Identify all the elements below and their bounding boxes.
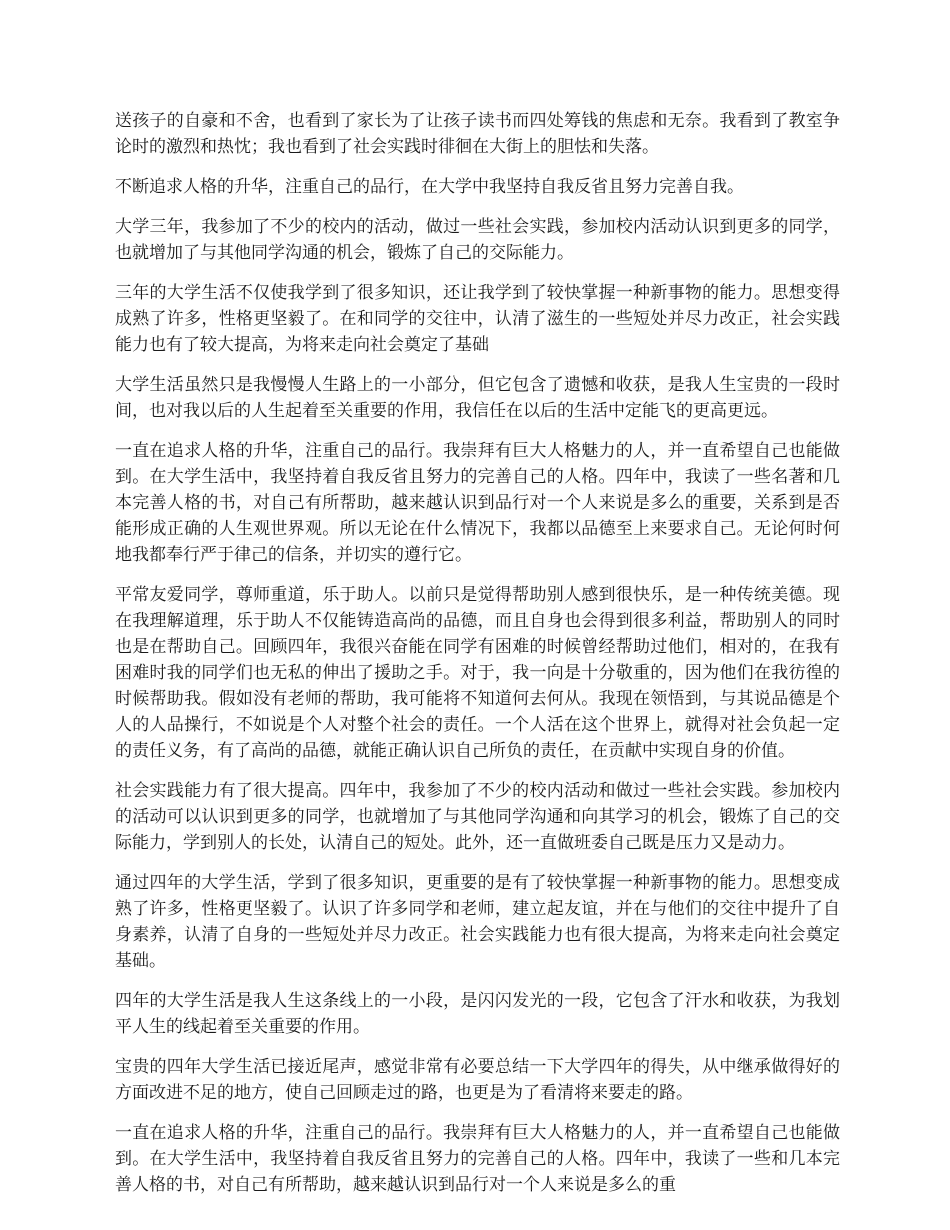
paragraph: 三年的大学生活不仅使我学到了很多知识，还让我学到了较快掌握一种新事物的能力。思想变得成熟了许多，性格更坚毅了。在和同学的交往中，认清了滋生的一些短处并尽力改正，社会实践能力也有了较大提高，为将来走向社会奠定了基础 xyxy=(115,283,840,355)
paragraph: 一直在追求人格的升华，注重自己的品行。我崇拜有巨大人格魅力的人，并一直希望自己也能做到。在大学生活中，我坚持着自我反省且努力的完善自己的人格。四年中，我读了一些和几本完善人格的书，对自己有所帮助，越来越认识到品行对一个人来说是多么的重 xyxy=(115,1123,840,1195)
paragraph: 一直在追求人格的升华，注重自己的品行。我崇拜有巨大人格魅力的人，并一直希望自己也能做到。在大学生活中，我坚持着自我反省且努力的完善自己的人格。四年中，我读了一些名著和几本完善人格的书，对自己有所帮助，越来越认识到品行对一个人来说是多么的重要，关系到是否能形成正确的人生观世界观。所以无论在什么情况下，我都以品德至上来要求自己。无论何时何地我都奉行严于律己的信条，并切实的遵行它。 xyxy=(115,441,840,565)
paragraph: 不断追求人格的升华，注重自己的品行，在大学中我坚持自我反省且努力完善自我。 xyxy=(115,177,744,197)
document-body xyxy=(115,108,840,1212)
paragraph: 大学生活虽然只是我慢慢人生路上的一小部分，但它包含了遗憾和收获，是我人生宝贵的一段时间，也对我以后的人生起着至关重要的作用，我信任在以后的生活中定能飞的更高更远。 xyxy=(115,375,840,421)
paragraph: 四年的大学生活是我人生这条线上的一小段，是闪闪发光的一段，它包含了汗水和收获，为我划平人生的线起着至关重要的作用。 xyxy=(115,991,840,1037)
paragraph: 社会实践能力有了很大提高。四年中，我参加了不少的校内活动和做过一些社会实践。参加校内的活动可以认识到更多的同学，也就增加了与其他同学沟通和向其学习的机会，锻炼了自己的交际能力，学到别人的长处，认清自己的短处。此外，还一直做班委自己既是压力又是动力。 xyxy=(115,781,840,853)
paragraph: 平常友爱同学，尊师重道，乐于助人。以前只是觉得帮助别人感到很快乐，是一种传统美德。现在我理解道理，乐于助人不仅能铸造高尚的品德，而且自身也会得到很多利益，帮助别人的同时也是在帮助自己。回顾四年，我很兴奋能在同学有困难的时候曾经帮助过他们，相对的，在我有困难时我的同学们也无私的伸出了援助之手。对于，我一向是十分敬重的，因为他们在我彷徨的时候帮助我。假如没有老师的帮助，我可能将不知道何去何从。我现在领悟到，与其说品德是个人的人品操行，不如说是个人对整个社会的责任。一个人活在这个世界上，就得对社会负起一定的责任义务，有了高尚的品德，就能正确认识自己所负的责任，在贡献中实现自身的价值。 xyxy=(115,585,840,761)
paragraph: 大学三年，我参加了不少的校内的活动，做过一些社会实践，参加校内活动认识到更多的同学，也就增加了与其他同学沟通的机会，锻炼了自己的交际能力。 xyxy=(115,217,840,263)
paragraph: 通过四年的大学生活，学到了很多知识，更重要的是有了较快掌握一种新事物的能力。思想变成熟了许多，性格更坚毅了。认识了许多同学和老师，建立起友谊，并在与他们的交往中提升了自身素养，认清了自身的一些短处并尽力改正。社会实践能力也有很大提高，为将来走向社会奠定基础。 xyxy=(115,873,840,971)
paragraph: 宝贵的四年大学生活已接近尾声，感觉非常有必要总结一下大学四年的得失，从中继承做得好的方面改进不足的地方，使自己回顾走过的路，也更是为了看清将来要走的路。 xyxy=(115,1057,840,1103)
paragraph: 送孩子的自豪和不舍，也看到了家长为了让孩子读书而四处筹钱的焦虑和无奈。我看到了教室争论时的激烈和热忱；我也看到了社会实践时徘徊在大街上的胆怯和失落。 xyxy=(115,111,840,157)
